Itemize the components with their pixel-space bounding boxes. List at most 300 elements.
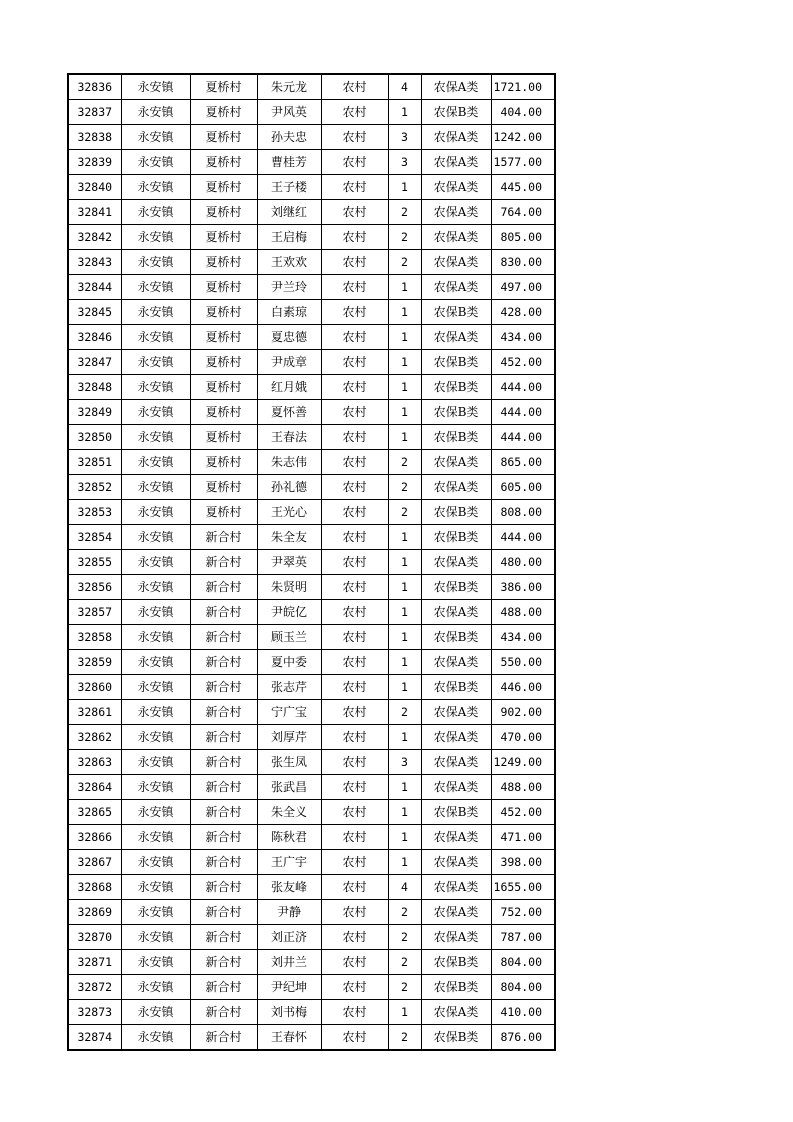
insurance-category-cell: 农保B类	[421, 100, 491, 125]
record-id-cell: 32851	[68, 450, 121, 475]
village-cell: 新合村	[190, 875, 257, 900]
insurance-category-cell: 农保B类	[421, 400, 491, 425]
record-id-cell: 32844	[68, 275, 121, 300]
name-cell: 刘正济	[257, 925, 321, 950]
town-cell: 永安镇	[121, 200, 190, 225]
insurance-category-cell: 农保A类	[421, 74, 491, 100]
record-id-cell: 32869	[68, 900, 121, 925]
insurance-category-cell: 农保A类	[421, 250, 491, 275]
town-cell: 永安镇	[121, 725, 190, 750]
name-cell: 尹兰玲	[257, 275, 321, 300]
amount-cell: 902.00	[491, 700, 555, 725]
name-cell: 刘厚芹	[257, 725, 321, 750]
person-count-cell: 1	[388, 350, 421, 375]
person-count-cell: 1	[388, 725, 421, 750]
village-cell: 新合村	[190, 650, 257, 675]
insurance-category-cell: 农保A类	[421, 900, 491, 925]
record-id-cell: 32841	[68, 200, 121, 225]
household-type-cell: 农村	[321, 575, 388, 600]
insurance-category-cell: 农保A类	[421, 750, 491, 775]
table-row	[68, 800, 555, 825]
town-cell: 永安镇	[121, 475, 190, 500]
name-cell: 朱全义	[257, 800, 321, 825]
beneficiary-table	[67, 73, 556, 1051]
village-cell: 新合村	[190, 525, 257, 550]
household-type-cell: 农村	[321, 950, 388, 975]
person-count-cell: 1	[388, 800, 421, 825]
person-count-cell: 1	[388, 275, 421, 300]
person-count-cell: 2	[388, 450, 421, 475]
record-id-cell: 32871	[68, 950, 121, 975]
village-cell: 新合村	[190, 900, 257, 925]
name-cell: 张友峰	[257, 875, 321, 900]
table-row	[68, 225, 555, 250]
record-id-cell: 32858	[68, 625, 121, 650]
village-cell: 新合村	[190, 775, 257, 800]
household-type-cell: 农村	[321, 150, 388, 175]
record-id-cell: 32861	[68, 700, 121, 725]
name-cell: 尹风英	[257, 100, 321, 125]
town-cell: 永安镇	[121, 775, 190, 800]
table-row	[68, 74, 555, 100]
town-cell: 永安镇	[121, 150, 190, 175]
record-id-cell: 32853	[68, 500, 121, 525]
name-cell: 宁广宝	[257, 700, 321, 725]
household-type-cell: 农村	[321, 500, 388, 525]
record-id-cell: 32839	[68, 150, 121, 175]
name-cell: 张生凤	[257, 750, 321, 775]
insurance-category-cell: 农保A类	[421, 1000, 491, 1025]
town-cell: 永安镇	[121, 325, 190, 350]
village-cell: 夏桥村	[190, 250, 257, 275]
village-cell: 夏桥村	[190, 375, 257, 400]
table-row	[68, 675, 555, 700]
person-count-cell: 1	[388, 650, 421, 675]
household-type-cell: 农村	[321, 125, 388, 150]
name-cell: 白素琼	[257, 300, 321, 325]
person-count-cell: 1	[388, 525, 421, 550]
town-cell: 永安镇	[121, 675, 190, 700]
town-cell: 永安镇	[121, 900, 190, 925]
village-cell: 新合村	[190, 925, 257, 950]
town-cell: 永安镇	[121, 575, 190, 600]
insurance-category-cell: 农保A类	[421, 600, 491, 625]
amount-cell: 876.00	[491, 1025, 555, 1051]
table-row	[68, 425, 555, 450]
record-id-cell: 32837	[68, 100, 121, 125]
record-id-cell: 32863	[68, 750, 121, 775]
table-row	[68, 500, 555, 525]
household-type-cell: 农村	[321, 625, 388, 650]
amount-cell: 605.00	[491, 475, 555, 500]
household-type-cell: 农村	[321, 675, 388, 700]
amount-cell: 452.00	[491, 350, 555, 375]
record-id-cell: 32864	[68, 775, 121, 800]
person-count-cell: 2	[388, 1025, 421, 1051]
insurance-category-cell: 农保A类	[421, 450, 491, 475]
insurance-category-cell: 农保A类	[421, 650, 491, 675]
table-row	[68, 200, 555, 225]
insurance-category-cell: 农保B类	[421, 800, 491, 825]
town-cell: 永安镇	[121, 425, 190, 450]
record-id-cell: 32865	[68, 800, 121, 825]
record-id-cell: 32857	[68, 600, 121, 625]
name-cell: 夏忠德	[257, 325, 321, 350]
record-id-cell: 32866	[68, 825, 121, 850]
household-type-cell: 农村	[321, 1025, 388, 1051]
village-cell: 夏桥村	[190, 150, 257, 175]
person-count-cell: 3	[388, 750, 421, 775]
table-row	[68, 1025, 555, 1051]
person-count-cell: 2	[388, 900, 421, 925]
name-cell: 刘井兰	[257, 950, 321, 975]
household-type-cell: 农村	[321, 200, 388, 225]
town-cell: 永安镇	[121, 825, 190, 850]
table-body	[68, 74, 555, 1050]
person-count-cell: 1	[388, 400, 421, 425]
table-row	[68, 925, 555, 950]
household-type-cell: 农村	[321, 600, 388, 625]
record-id-cell: 32842	[68, 225, 121, 250]
village-cell: 新合村	[190, 550, 257, 575]
village-cell: 夏桥村	[190, 425, 257, 450]
table-row	[68, 850, 555, 875]
record-id-cell: 32836	[68, 74, 121, 100]
amount-cell: 386.00	[491, 575, 555, 600]
village-cell: 新合村	[190, 850, 257, 875]
amount-cell: 808.00	[491, 500, 555, 525]
village-cell: 夏桥村	[190, 500, 257, 525]
name-cell: 王春怀	[257, 1025, 321, 1051]
name-cell: 顾玉兰	[257, 625, 321, 650]
town-cell: 永安镇	[121, 175, 190, 200]
amount-cell: 804.00	[491, 950, 555, 975]
table-row	[68, 825, 555, 850]
village-cell: 夏桥村	[190, 325, 257, 350]
name-cell: 夏中委	[257, 650, 321, 675]
amount-cell: 434.00	[491, 625, 555, 650]
town-cell: 永安镇	[121, 625, 190, 650]
person-count-cell: 1	[388, 575, 421, 600]
amount-cell: 480.00	[491, 550, 555, 575]
amount-cell: 444.00	[491, 400, 555, 425]
insurance-category-cell: 农保B类	[421, 425, 491, 450]
village-cell: 夏桥村	[190, 300, 257, 325]
name-cell: 王子楼	[257, 175, 321, 200]
town-cell: 永安镇	[121, 525, 190, 550]
household-type-cell: 农村	[321, 350, 388, 375]
amount-cell: 488.00	[491, 775, 555, 800]
amount-cell: 404.00	[491, 100, 555, 125]
insurance-category-cell: 农保B类	[421, 350, 491, 375]
name-cell: 孙夫忠	[257, 125, 321, 150]
person-count-cell: 2	[388, 975, 421, 1000]
table-row	[68, 1000, 555, 1025]
village-cell: 夏桥村	[190, 175, 257, 200]
record-id-cell: 32838	[68, 125, 121, 150]
village-cell: 新合村	[190, 625, 257, 650]
village-cell: 新合村	[190, 1000, 257, 1025]
table-row	[68, 300, 555, 325]
insurance-category-cell: 农保A类	[421, 775, 491, 800]
table-row	[68, 875, 555, 900]
insurance-category-cell: 农保A类	[421, 875, 491, 900]
record-id-cell: 32850	[68, 425, 121, 450]
name-cell: 朱贤明	[257, 575, 321, 600]
village-cell: 新合村	[190, 675, 257, 700]
town-cell: 永安镇	[121, 225, 190, 250]
table-row	[68, 250, 555, 275]
name-cell: 刘书梅	[257, 1000, 321, 1025]
insurance-category-cell: 农保A类	[421, 825, 491, 850]
town-cell: 永安镇	[121, 74, 190, 100]
table-row	[68, 550, 555, 575]
village-cell: 新合村	[190, 800, 257, 825]
household-type-cell: 农村	[321, 825, 388, 850]
person-count-cell: 1	[388, 600, 421, 625]
household-type-cell: 农村	[321, 450, 388, 475]
insurance-category-cell: 农保A类	[421, 475, 491, 500]
record-id-cell: 32849	[68, 400, 121, 425]
household-type-cell: 农村	[321, 74, 388, 100]
amount-cell: 865.00	[491, 450, 555, 475]
table-row	[68, 700, 555, 725]
name-cell: 尹成章	[257, 350, 321, 375]
town-cell: 永安镇	[121, 1000, 190, 1025]
record-id-cell: 32873	[68, 1000, 121, 1025]
name-cell: 曹桂芳	[257, 150, 321, 175]
table-row	[68, 175, 555, 200]
person-count-cell: 2	[388, 225, 421, 250]
village-cell: 新合村	[190, 750, 257, 775]
amount-cell: 764.00	[491, 200, 555, 225]
village-cell: 夏桥村	[190, 350, 257, 375]
household-type-cell: 农村	[321, 650, 388, 675]
amount-cell: 446.00	[491, 675, 555, 700]
table-row	[68, 100, 555, 125]
person-count-cell: 1	[388, 550, 421, 575]
village-cell: 夏桥村	[190, 275, 257, 300]
person-count-cell: 2	[388, 200, 421, 225]
amount-cell: 452.00	[491, 800, 555, 825]
insurance-category-cell: 农保B类	[421, 950, 491, 975]
person-count-cell: 1	[388, 675, 421, 700]
record-id-cell: 32860	[68, 675, 121, 700]
insurance-category-cell: 农保B类	[421, 375, 491, 400]
household-type-cell: 农村	[321, 525, 388, 550]
table-row	[68, 600, 555, 625]
household-type-cell: 农村	[321, 750, 388, 775]
insurance-category-cell: 农保B类	[421, 675, 491, 700]
village-cell: 夏桥村	[190, 125, 257, 150]
amount-cell: 550.00	[491, 650, 555, 675]
name-cell: 夏怀善	[257, 400, 321, 425]
person-count-cell: 1	[388, 175, 421, 200]
table-row	[68, 325, 555, 350]
name-cell: 陈秋君	[257, 825, 321, 850]
insurance-category-cell: 农保A类	[421, 850, 491, 875]
name-cell: 王启梅	[257, 225, 321, 250]
table-row	[68, 275, 555, 300]
household-type-cell: 农村	[321, 1000, 388, 1025]
person-count-cell: 1	[388, 775, 421, 800]
household-type-cell: 农村	[321, 725, 388, 750]
amount-cell: 1721.00	[491, 74, 555, 100]
name-cell: 张志芹	[257, 675, 321, 700]
table-row	[68, 775, 555, 800]
record-id-cell: 32854	[68, 525, 121, 550]
name-cell: 王光心	[257, 500, 321, 525]
household-type-cell: 农村	[321, 250, 388, 275]
town-cell: 永安镇	[121, 800, 190, 825]
household-type-cell: 农村	[321, 900, 388, 925]
town-cell: 永安镇	[121, 375, 190, 400]
village-cell: 新合村	[190, 825, 257, 850]
town-cell: 永安镇	[121, 125, 190, 150]
town-cell: 永安镇	[121, 600, 190, 625]
village-cell: 夏桥村	[190, 200, 257, 225]
town-cell: 永安镇	[121, 450, 190, 475]
amount-cell: 444.00	[491, 425, 555, 450]
insurance-category-cell: 农保A类	[421, 275, 491, 300]
table-row	[68, 950, 555, 975]
amount-cell: 1577.00	[491, 150, 555, 175]
amount-cell: 804.00	[491, 975, 555, 1000]
table-row	[68, 125, 555, 150]
amount-cell: 497.00	[491, 275, 555, 300]
amount-cell: 470.00	[491, 725, 555, 750]
amount-cell: 1249.00	[491, 750, 555, 775]
insurance-category-cell: 农保A类	[421, 325, 491, 350]
person-count-cell: 4	[388, 74, 421, 100]
person-count-cell: 4	[388, 875, 421, 900]
village-cell: 夏桥村	[190, 100, 257, 125]
insurance-category-cell: 农保A类	[421, 225, 491, 250]
town-cell: 永安镇	[121, 875, 190, 900]
town-cell: 永安镇	[121, 925, 190, 950]
town-cell: 永安镇	[121, 300, 190, 325]
person-count-cell: 3	[388, 150, 421, 175]
village-cell: 夏桥村	[190, 450, 257, 475]
village-cell: 夏桥村	[190, 225, 257, 250]
town-cell: 永安镇	[121, 750, 190, 775]
record-id-cell: 32868	[68, 875, 121, 900]
household-type-cell: 农村	[321, 700, 388, 725]
town-cell: 永安镇	[121, 400, 190, 425]
person-count-cell: 1	[388, 300, 421, 325]
table-row	[68, 725, 555, 750]
amount-cell: 805.00	[491, 225, 555, 250]
household-type-cell: 农村	[321, 775, 388, 800]
name-cell: 王春法	[257, 425, 321, 450]
town-cell: 永安镇	[121, 950, 190, 975]
household-type-cell: 农村	[321, 100, 388, 125]
household-type-cell: 农村	[321, 875, 388, 900]
table-row	[68, 150, 555, 175]
household-type-cell: 农村	[321, 275, 388, 300]
name-cell: 刘继红	[257, 200, 321, 225]
amount-cell: 428.00	[491, 300, 555, 325]
insurance-category-cell: 农保A类	[421, 175, 491, 200]
insurance-category-cell: 农保B类	[421, 625, 491, 650]
amount-cell: 410.00	[491, 1000, 555, 1025]
person-count-cell: 2	[388, 500, 421, 525]
town-cell: 永安镇	[121, 275, 190, 300]
insurance-category-cell: 农保B类	[421, 525, 491, 550]
table-row	[68, 650, 555, 675]
person-count-cell: 3	[388, 125, 421, 150]
household-type-cell: 农村	[321, 800, 388, 825]
person-count-cell: 1	[388, 825, 421, 850]
village-cell: 新合村	[190, 1025, 257, 1051]
household-type-cell: 农村	[321, 375, 388, 400]
table-row	[68, 975, 555, 1000]
person-count-cell: 1	[388, 850, 421, 875]
amount-cell: 445.00	[491, 175, 555, 200]
insurance-category-cell: 农保A类	[421, 700, 491, 725]
insurance-category-cell: 农保A类	[421, 550, 491, 575]
name-cell: 朱元龙	[257, 74, 321, 100]
name-cell: 尹皖亿	[257, 600, 321, 625]
insurance-category-cell: 农保B类	[421, 300, 491, 325]
table-row	[68, 475, 555, 500]
town-cell: 永安镇	[121, 700, 190, 725]
household-type-cell: 农村	[321, 425, 388, 450]
record-id-cell: 32847	[68, 350, 121, 375]
insurance-category-cell: 农保B类	[421, 575, 491, 600]
name-cell: 孙礼德	[257, 475, 321, 500]
table-row	[68, 525, 555, 550]
record-id-cell: 32852	[68, 475, 121, 500]
town-cell: 永安镇	[121, 975, 190, 1000]
table-row	[68, 625, 555, 650]
record-id-cell: 32872	[68, 975, 121, 1000]
town-cell: 永安镇	[121, 500, 190, 525]
insurance-category-cell: 农保B类	[421, 500, 491, 525]
record-id-cell: 32870	[68, 925, 121, 950]
household-type-cell: 农村	[321, 300, 388, 325]
amount-cell: 398.00	[491, 850, 555, 875]
household-type-cell: 农村	[321, 975, 388, 1000]
village-cell: 新合村	[190, 575, 257, 600]
person-count-cell: 1	[388, 625, 421, 650]
insurance-category-cell: 农保B类	[421, 1025, 491, 1051]
insurance-category-cell: 农保A类	[421, 125, 491, 150]
town-cell: 永安镇	[121, 250, 190, 275]
household-type-cell: 农村	[321, 550, 388, 575]
table-row	[68, 350, 555, 375]
village-cell: 夏桥村	[190, 74, 257, 100]
amount-cell: 444.00	[491, 525, 555, 550]
town-cell: 永安镇	[121, 650, 190, 675]
record-id-cell: 32843	[68, 250, 121, 275]
village-cell: 夏桥村	[190, 400, 257, 425]
village-cell: 新合村	[190, 975, 257, 1000]
insurance-category-cell: 农保A类	[421, 725, 491, 750]
insurance-category-cell: 农保A类	[421, 200, 491, 225]
household-type-cell: 农村	[321, 925, 388, 950]
record-id-cell: 32845	[68, 300, 121, 325]
person-count-cell: 2	[388, 950, 421, 975]
person-count-cell: 2	[388, 700, 421, 725]
town-cell: 永安镇	[121, 550, 190, 575]
table-row	[68, 375, 555, 400]
village-cell: 新合村	[190, 600, 257, 625]
amount-cell: 787.00	[491, 925, 555, 950]
amount-cell: 830.00	[491, 250, 555, 275]
record-id-cell: 32859	[68, 650, 121, 675]
amount-cell: 471.00	[491, 825, 555, 850]
